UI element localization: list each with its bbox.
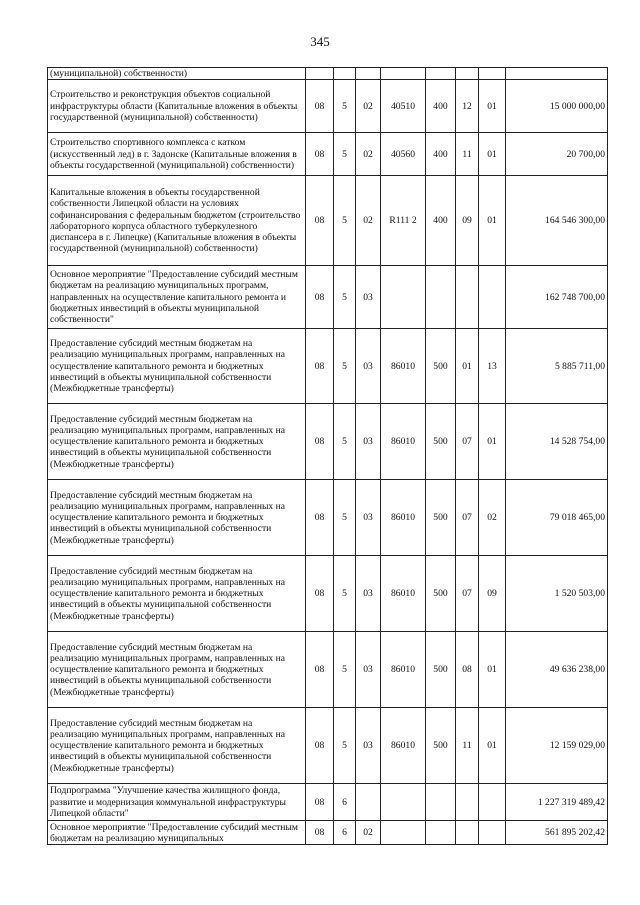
code-section (456, 68, 479, 80)
code-expense-type: 500 (426, 632, 456, 708)
code-direction (381, 266, 426, 329)
code-subprogram: 5 (334, 480, 356, 556)
code-event: 03 (356, 708, 381, 784)
table-row (48, 632, 608, 708)
code-program: 08 (306, 404, 334, 480)
amount: 5 885 711,00 (506, 329, 608, 404)
code-subprogram: 6 (334, 784, 356, 821)
row-name: Предоставление субсидий местным бюджетам на реализацию муниципальных программ, направленных на осуществление капитального ремонта и бюджетных инвестиций в объекты муниципальной собственности (Межбюджетные трансферты) (48, 708, 306, 784)
code-subsection (479, 266, 506, 329)
code-event: 03 (356, 556, 381, 632)
row-name: Предоставление субсидий местным бюджетам на реализацию муниципальных программ, направленных на осуществление капитального ремонта и бюджетных инвестиций в объекты муниципальной собственности (Межбюджетные трансферты) (48, 404, 306, 480)
code-event: 02 (356, 821, 381, 845)
code-subsection: 01 (479, 632, 506, 708)
code-program: 08 (306, 80, 334, 133)
code-section: 08 (456, 632, 479, 708)
code-event: 02 (356, 176, 381, 266)
budget-table (47, 67, 608, 845)
code-expense-type (426, 821, 456, 845)
amount: 561 895 202,42 (506, 821, 608, 845)
code-subprogram: 5 (334, 329, 356, 404)
table-row (48, 821, 608, 845)
code-section: 07 (456, 480, 479, 556)
code-expense-type: 400 (426, 176, 456, 266)
code-expense-type: 400 (426, 80, 456, 133)
table-row (48, 176, 608, 266)
code-subprogram: 5 (334, 133, 356, 176)
page-number: 345 (310, 34, 330, 49)
code-event: 03 (356, 266, 381, 329)
code-section: 09 (456, 176, 479, 266)
code-subsection (479, 784, 506, 821)
code-subsection: 01 (479, 176, 506, 266)
code-direction: 40510 (381, 80, 426, 133)
row-name: Предоставление субсидий местным бюджетам на реализацию муниципальных программ, направленных на осуществление капитального ремонта и бюджетных инвестиций в объекты муниципальной собственности (Межбюджетные трансферты) (48, 480, 306, 556)
code-program: 08 (306, 556, 334, 632)
code-direction (381, 821, 426, 845)
amount: 162 748 700,00 (506, 266, 608, 329)
code-event (356, 784, 381, 821)
code-program: 08 (306, 784, 334, 821)
code-subsection (479, 821, 506, 845)
table-row (48, 784, 608, 821)
code-subprogram: 5 (334, 176, 356, 266)
code-section: 12 (456, 80, 479, 133)
code-direction: 40560 (381, 133, 426, 176)
code-expense-type: 500 (426, 556, 456, 632)
code-expense-type: 500 (426, 708, 456, 784)
code-subprogram (334, 68, 356, 80)
code-event: 02 (356, 133, 381, 176)
code-subsection: 13 (479, 329, 506, 404)
code-direction: 86010 (381, 404, 426, 480)
table-row (48, 329, 608, 404)
code-event: 03 (356, 329, 381, 404)
row-name: Строительство спортивного комплекса с катком (искусственный лед) в г. Задонске (Капитальные вложения в объекты государственной (муниципальной) собственности) (48, 133, 306, 176)
amount: 49 636 238,00 (506, 632, 608, 708)
code-section (456, 821, 479, 845)
code-section: 07 (456, 404, 479, 480)
row-name: (муниципальной) собственности) (48, 68, 306, 80)
code-event: 02 (356, 80, 381, 133)
code-expense-type (426, 784, 456, 821)
code-event: 03 (356, 480, 381, 556)
code-subprogram: 5 (334, 556, 356, 632)
code-section: 11 (456, 708, 479, 784)
code-program: 08 (306, 632, 334, 708)
table-row (48, 480, 608, 556)
code-section (456, 784, 479, 821)
code-program: 08 (306, 480, 334, 556)
code-program (306, 68, 334, 80)
code-event (356, 68, 381, 80)
code-subsection (479, 68, 506, 80)
code-subsection: 01 (479, 80, 506, 133)
code-expense-type: 500 (426, 480, 456, 556)
code-subprogram: 5 (334, 404, 356, 480)
amount: 1 227 319 489,42 (506, 784, 608, 821)
amount: 14 528 754,00 (506, 404, 608, 480)
table-row (48, 133, 608, 176)
table-row (48, 556, 608, 632)
row-name: Предоставление субсидий местным бюджетам на реализацию муниципальных программ, направленных на осуществление капитального ремонта и бюджетных инвестиций в объекты муниципальной собственности (Межбюджетные трансферты) (48, 556, 306, 632)
code-direction: 86010 (381, 632, 426, 708)
code-subsection: 01 (479, 133, 506, 176)
table-row (48, 68, 608, 80)
code-expense-type: 400 (426, 133, 456, 176)
code-subsection: 01 (479, 404, 506, 480)
row-name: Основное мероприятие "Предоставление субсидий местным бюджетам на реализацию муниципальных программ, направленных на осуществление капитального ремонта и бюджетных инвестиций в объекты муниципальной собственности" (48, 266, 306, 329)
amount: 20 700,00 (506, 133, 608, 176)
row-name: Строительство и реконструкция объектов социальной инфраструктуры области (Капитальные вложения в объекты государственной (муниципальной) собственности) (48, 80, 306, 133)
amount: 1 520 503,00 (506, 556, 608, 632)
code-direction: R111 2 (381, 176, 426, 266)
code-program: 08 (306, 708, 334, 784)
row-name: Предоставление субсидий местным бюджетам на реализацию муниципальных программ, направленных на осуществление капитального ремонта и бюджетных инвестиций в объекты муниципальной собственности (Межбюджетные трансферты) (48, 329, 306, 404)
code-expense-type: 500 (426, 404, 456, 480)
code-direction: 86010 (381, 329, 426, 404)
code-subprogram: 5 (334, 266, 356, 329)
row-name: Предоставление субсидий местным бюджетам на реализацию муниципальных программ, направленных на осуществление капитального ремонта и бюджетных инвестиций в объекты муниципальной собственности (Межбюджетные трансферты) (48, 632, 306, 708)
code-direction: 86010 (381, 708, 426, 784)
code-expense-type: 500 (426, 329, 456, 404)
code-direction (381, 68, 426, 80)
table-row (48, 80, 608, 133)
amount: 15 000 000,00 (506, 80, 608, 133)
code-direction (381, 784, 426, 821)
code-subprogram: 5 (334, 80, 356, 133)
code-section: 07 (456, 556, 479, 632)
code-direction: 86010 (381, 556, 426, 632)
amount: 79 018 465,00 (506, 480, 608, 556)
code-expense-type (426, 68, 456, 80)
row-name: Капитальные вложения в объекты государственной собственности Липецкой области на условиях софинансирования с федеральным бюджетом (строительство лабораторного корпуса областного туберкулезного диспансера в г. Липецке) (Капитальные вложения в объекты государственной (муниципальной) собственности) (48, 176, 306, 266)
code-subprogram: 6 (334, 821, 356, 845)
code-direction: 86010 (381, 480, 426, 556)
code-program: 08 (306, 176, 334, 266)
amount (506, 68, 608, 80)
code-section: 01 (456, 329, 479, 404)
code-subsection: 01 (479, 708, 506, 784)
code-program: 08 (306, 329, 334, 404)
code-program: 08 (306, 133, 334, 176)
code-event: 03 (356, 404, 381, 480)
row-name: Подпрограмма "Улучшение качества жилищного фонда, развитие и модернизация коммунальной инфраструктуры Липецкой области" (48, 784, 306, 821)
code-section (456, 266, 479, 329)
code-subprogram: 5 (334, 632, 356, 708)
amount: 164 546 300,00 (506, 176, 608, 266)
code-expense-type (426, 266, 456, 329)
code-section: 11 (456, 133, 479, 176)
code-program: 08 (306, 821, 334, 845)
table-row (48, 266, 608, 329)
code-event: 03 (356, 632, 381, 708)
code-subsection: 02 (479, 480, 506, 556)
code-subsection: 09 (479, 556, 506, 632)
code-subprogram: 5 (334, 708, 356, 784)
code-program: 08 (306, 266, 334, 329)
table-row (48, 708, 608, 784)
table-row (48, 404, 608, 480)
amount: 12 159 029,00 (506, 708, 608, 784)
row-name: Основное мероприятие "Предоставление субсидий местным бюджетам на реализацию муниципальных (48, 821, 306, 845)
